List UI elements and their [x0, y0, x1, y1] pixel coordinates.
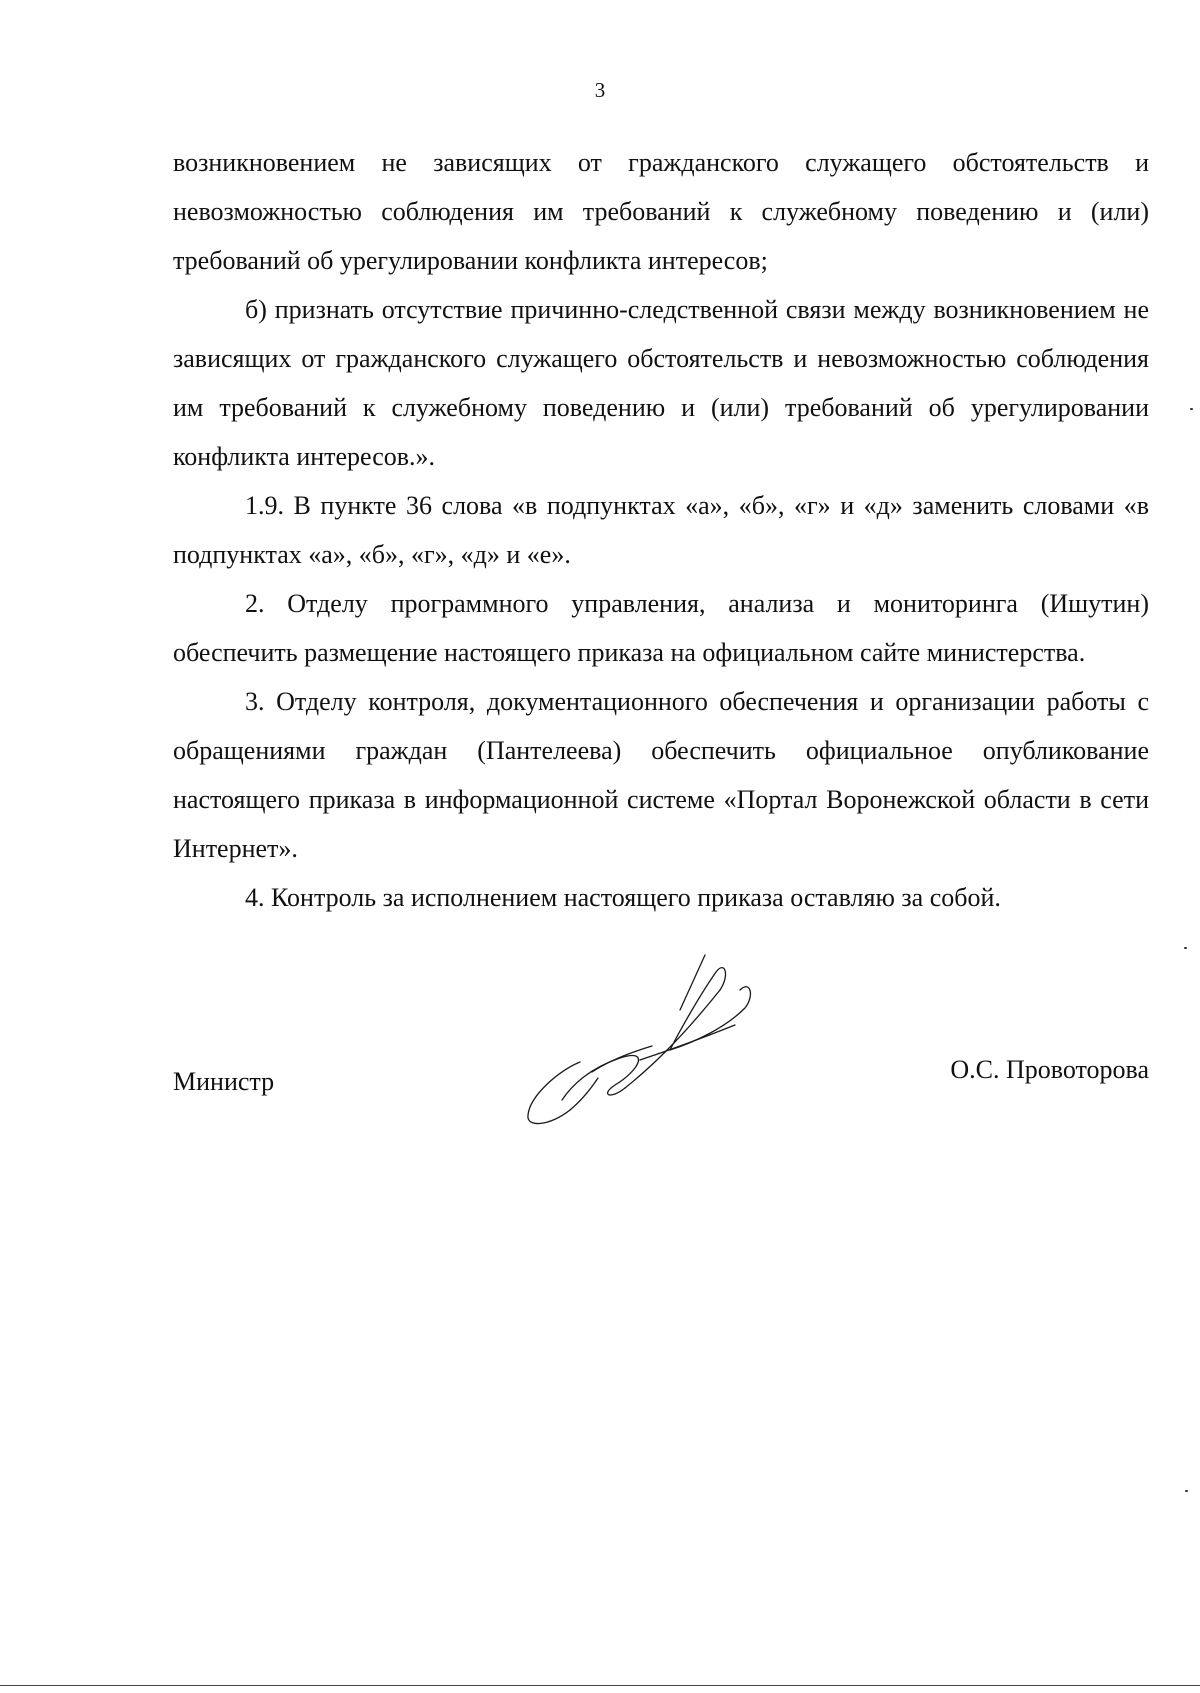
paragraph-item-1-9: 1.9. В пункте 36 слова «в подпунктах «а», «б», «г» и «д» заменить словами «в подпунктах «а», «б», «г», «д» и «е».: [173, 491, 1149, 569]
handwritten-signature: [520, 950, 790, 1140]
page-number: 3: [594, 78, 606, 102]
scan-speck: [1190, 408, 1193, 410]
paragraph-item-4: 4. Контроль за исполнением настоящего приказа оставляю за собой.: [245, 883, 1001, 912]
paragraph-item-3: 3. Отделу контроля, документационного обеспечения и организации работы с обращениями граждан (Пантелеева) обеспечить официальное опубликование настоящего приказа в информационной системе «Портал Воронежской области в сети Интернет».: [173, 687, 1149, 863]
document-body: [173, 138, 1149, 922]
paragraph-subitem-b: б) признать отсутствие причинно-следственной связи между возникновением не зависящих от гражданского служащего обстоятельств и невозможностью соблюдения им требований к служебному поведению и (или) требований об урегулировании конфликта интересов.».: [173, 295, 1149, 471]
scan-edge-line: [0, 1685, 1200, 1686]
scan-speck: [1185, 1490, 1188, 1492]
paragraph-continuation: возникновением не зависящих от гражданского служащего обстоятельств и невозможностью соблюдения им требований к служебному поведению и (или) требований об урегулировании конфликта интересов;: [173, 148, 1149, 275]
scan-speck: [1184, 947, 1187, 949]
signatory-name: О.С. Провоторова: [950, 1055, 1149, 1084]
paragraph-item-2: 2. Отделу программного управления, анализа и мониторинга (Ишутин) обеспечить размещение настоящего приказа на официальном сайте министерства.: [173, 589, 1149, 667]
signatory-position: Министр: [173, 1067, 275, 1096]
